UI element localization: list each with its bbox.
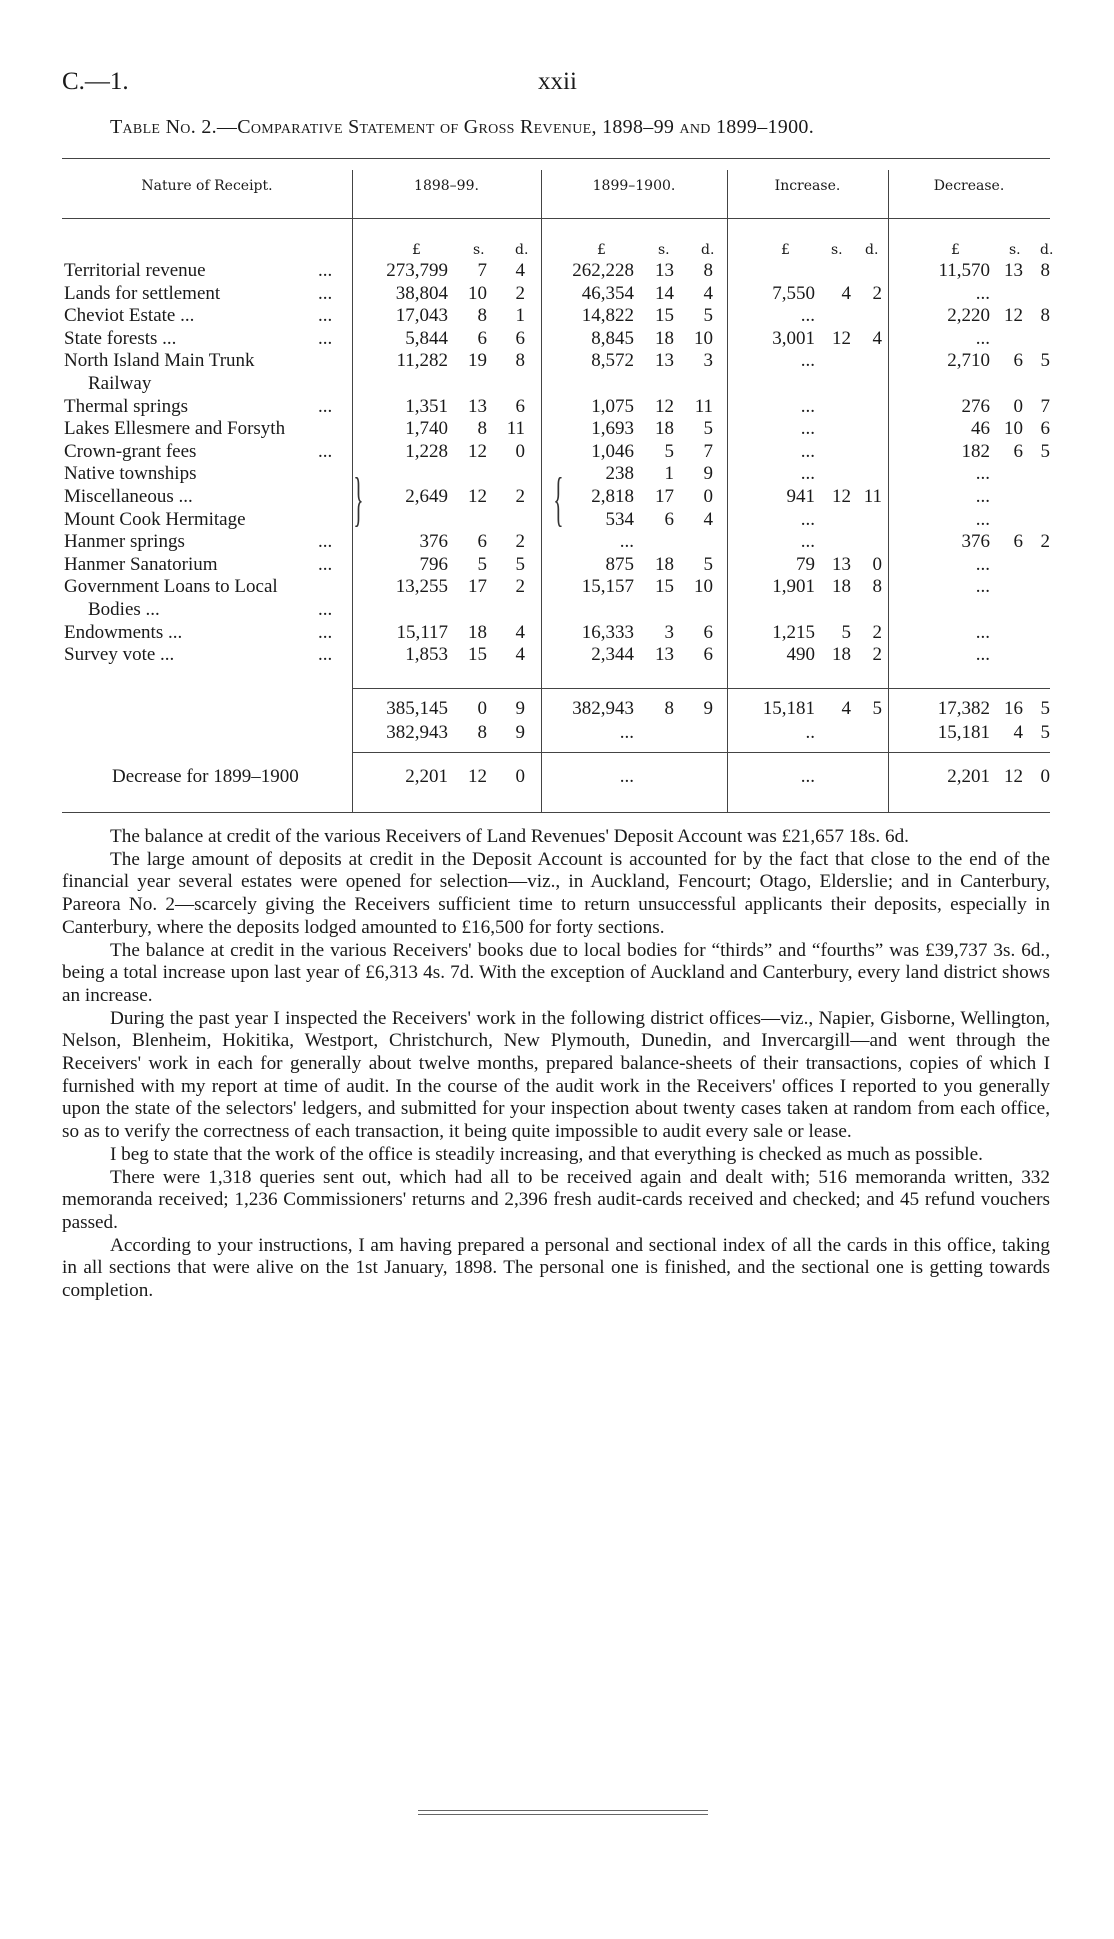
cell-increase-pence: 2 [872,622,882,643]
total-1898-shillings: 0 [477,698,487,719]
row-label: Endowments ... [64,622,183,643]
table-title: Table No. 2.—Comparative Statement of Gross Revenue, 1898–99 and 1899–1900. [110,116,814,138]
cell-decrease-pounds: ... [975,486,990,507]
cell-1898-shillings: 8 [477,305,487,326]
row-label: Crown-grant fees [64,441,197,462]
cell-1899-shillings: 3 [664,622,674,643]
cell-1899-pence: 6 [703,644,713,665]
row-label: Territorial revenue [64,260,206,281]
row-label: Bodies ... [88,599,160,620]
cell-1899-pence: 10 [694,576,713,597]
cell-1899-pounds: 1,693 [591,418,634,439]
cell-increase-pence: 0 [872,554,882,575]
cell-increase-pounds: ... [800,441,815,462]
row-label: Cheviot Estate ... [64,305,195,326]
cell-increase-pounds: 1,215 [772,622,815,643]
cell-1898-pounds: 13,255 [395,576,448,597]
row-label: State forests ... [64,328,177,349]
cell-increase-pounds: ... [800,350,815,371]
row-leader-dots: ... [318,305,333,326]
row-label: Hanmer Sanatorium [64,554,218,575]
paragraph: During the past year I inspected the Receivers' work in the following district offices—viz., Napier, Gisborne, Wellington, Nelson, Blenheim, Hokitika, Westport, Christchurch, New Plymouth, Dunedin, and Invercargill—and went through the Receivers' work in each for generally about twelve months, prepared balance-sheets of their transactions, copies of which I furnished with my report at time of audit. In the course of the audit work in the Receivers' offices I reported to you generally upon the state of the selectors' ledgers, and submitted for your inspection about twenty cases taken at random from each office, so as to verify the correctness of each transaction, it being quite impossible to audit every sale or lease. [62,1007,1050,1143]
decrease-decrease-pounds: 2,201 [947,766,990,787]
unit-pence: d. [515,242,529,258]
cell-1899-pounds: 1,075 [591,396,634,417]
row-leader-dots: ... [318,328,333,349]
cell-decrease-pounds: ... [975,328,990,349]
cell-decrease-pounds: 11,570 [938,260,990,281]
cell-decrease-shillings: 6 [1013,531,1023,552]
cell-decrease-pounds: 182 [961,441,990,462]
total-decrease-shillings: 16 [1004,698,1023,719]
cell-1899-pence: 10 [694,328,713,349]
cell-1898-pounds: 1,351 [405,396,448,417]
decrease-1898-pence: 0 [515,766,525,787]
unit-pence: d. [701,242,715,258]
unit-pound: £ [597,242,606,258]
cell-decrease-pounds: ... [975,554,990,575]
cell-1899-shillings: 15 [655,305,674,326]
cell-1898-pence: 11 [506,418,525,439]
paragraph: There were 1,318 queries sent out, which had all to be received again and dealt with; 516 memoranda written, 332 memoranda received; 1,236 Commissioners' returns and 2,396 fresh audit-cards received and checked; and 45 refund vouchers passed. [62,1166,1050,1233]
cell-1898-pounds: 1,228 [405,441,448,462]
cell-increase-pounds: 7,550 [772,283,815,304]
cell-1899-pounds: 534 [605,509,634,530]
end-rule [418,1810,708,1811]
cell-1898-pence: 6 [515,328,525,349]
cell-increase-shillings: 18 [832,644,851,665]
cell-1899-shillings: 13 [655,644,674,665]
total-decrease-pence: 5 [1040,722,1050,743]
cell-decrease-pounds: ... [975,576,990,597]
decrease-1898-pounds: 2,201 [405,766,448,787]
cell-increase-shillings: 5 [841,622,851,643]
cell-decrease-shillings: 6 [1013,350,1023,371]
cell-1898-pounds: 15,117 [396,622,448,643]
unit-shilling: s. [473,242,485,258]
cell-1899-pence: 4 [703,509,713,530]
cell-decrease-pence: 5 [1040,350,1050,371]
cell-1898-shillings: 13 [468,396,487,417]
cell-1899-pounds: 875 [605,554,634,575]
cell-increase-pence: 2 [872,283,882,304]
cell-1899-pounds: 238 [605,463,634,484]
cell-1899-pounds: 16,333 [581,622,634,643]
row-leader-dots: ... [318,260,333,281]
cell-1898-pence: 4 [515,260,525,281]
row-leader-dots: ... [318,644,333,665]
cell-1899-shillings: 17 [655,486,674,507]
end-rule [418,1814,708,1815]
cell-1898-shillings: 12 [468,441,487,462]
cell-1898-shillings: 6 [477,531,487,552]
cell-1899-pence: 11 [694,396,713,417]
cell-1898-pence: 2 [515,531,525,552]
row-leader-dots: ... [318,283,333,304]
header-1899-1900: 1899–1900. [592,178,676,194]
cell-1899-pence: 3 [703,350,713,371]
total-decrease-pounds: 17,382 [937,698,990,719]
brace-right: } [353,466,364,532]
row-leader-dots: ... [318,622,333,643]
cell-1899-pence: 0 [703,486,713,507]
unit-pence: d. [1040,242,1054,258]
total-increase-shillings: 4 [841,698,851,719]
cell-1899-pounds: 2,344 [591,644,634,665]
row-leader-dots: ... [318,441,333,462]
cell-1898-pounds: 1,853 [405,644,448,665]
row-label: Lakes Ellesmere and Forsyth [64,418,286,439]
cell-1898-pounds: 1,740 [405,418,448,439]
cell-decrease-pence: 6 [1040,418,1050,439]
cell-decrease-pounds: 2,220 [947,305,990,326]
unit-shilling: s. [831,242,843,258]
cell-1898-pounds: 11,282 [396,350,448,371]
cell-decrease-pounds: 46 [971,418,990,439]
cell-increase-shillings: 12 [832,486,851,507]
total-1899-pounds: 382,943 [572,698,634,719]
cell-1899-shillings: 13 [655,350,674,371]
row-leader-dots: ... [318,396,333,417]
cell-1899-shillings: 1 [664,463,674,484]
cell-1898-shillings: 8 [477,418,487,439]
cell-increase-pounds: ... [800,418,815,439]
cell-1898-pence: 5 [515,554,525,575]
cell-decrease-pounds: ... [975,509,990,530]
unit-pence: d. [865,242,879,258]
paragraph: The balance at credit of the various Receivers of Land Revenues' Deposit Account was £21,657 18s. 6d. [110,826,909,847]
total-1899-shillings: 8 [664,698,674,719]
cell-decrease-pounds: 2,710 [947,350,990,371]
cell-1899-shillings: 12 [655,396,674,417]
cell-1899-shillings: 18 [655,554,674,575]
cell-1898-pence: 2 [515,283,525,304]
total-1898-pence: 9 [515,698,525,719]
cell-1898-pounds: 5,844 [405,328,448,349]
row-label: Miscellaneous ... [64,486,193,507]
cell-1899-pence: 8 [703,260,713,281]
total-decrease-shillings: 4 [1013,722,1023,743]
cell-increase-pence: 11 [863,486,882,507]
cell-1899-shillings: 18 [655,328,674,349]
total-increase-pounds: .. [805,722,815,743]
cell-1898-shillings: 6 [477,328,487,349]
total-increase-pounds: 15,181 [762,698,815,719]
cell-increase-pounds: 941 [786,486,815,507]
totals-rule [352,688,1050,689]
row-label: Native townships [64,463,197,484]
cell-1899-pounds: ... [619,531,634,552]
paragraph: The balance at credit in the various Receivers' books due to local bodies for “thirds” and “fourths” was £39,737 3s. 6d., being a total increase upon last year of £6,313 4s. 7d. With the exception of Auckland and Canterbury, every land district shows an increase. [62,939,1050,1006]
cell-1899-pounds: 1,046 [591,441,634,462]
cell-decrease-shillings: 0 [1013,396,1023,417]
total-increase-pence: 5 [872,698,882,719]
decrease-1899-pounds: ... [619,766,634,787]
cell-increase-shillings: 4 [841,283,851,304]
row-leader-dots: ... [318,531,333,552]
cell-decrease-pounds: ... [975,283,990,304]
cell-increase-pounds: ... [800,509,815,530]
cell-1898-pounds: 796 [419,554,448,575]
cell-1899-shillings: 15 [655,576,674,597]
decrease-decrease-pence: 0 [1040,766,1050,787]
cell-increase-pounds: ... [800,531,815,552]
cell-1899-pounds: 262,228 [572,260,634,281]
cell-decrease-pence: 8 [1040,305,1050,326]
unit-pound: £ [412,242,421,258]
cell-1899-pounds: 2,818 [591,486,634,507]
report-body [62,826,1050,1303]
cell-1899-pence: 9 [703,463,713,484]
table-bottom-rule [62,812,1050,813]
cell-1899-pence: 7 [703,441,713,462]
total-decrease-pounds: 15,181 [937,722,990,743]
cell-decrease-pence: 5 [1040,441,1050,462]
cell-1899-pounds: 14,822 [581,305,634,326]
row-leader-dots: ... [318,554,333,575]
cell-increase-shillings: 12 [832,328,851,349]
cell-increase-pounds: 79 [796,554,815,575]
cell-increase-pence: 4 [872,328,882,349]
row-label: Government Loans to Local [64,576,278,597]
cell-1899-pence: 5 [703,305,713,326]
total-1898-shillings: 8 [477,722,487,743]
total-1899-pounds: ... [619,722,634,743]
cell-increase-pounds: ... [800,463,815,484]
cell-decrease-pounds: ... [975,622,990,643]
unit-shilling: s. [1009,242,1021,258]
cell-1899-shillings: 13 [655,260,674,281]
cell-1898-pence: 4 [515,622,525,643]
unit-pound: £ [951,242,960,258]
cell-1898-pounds: 273,799 [386,260,448,281]
total-1898-pounds: 385,145 [386,698,448,719]
decrease-decrease-shillings: 12 [1004,766,1023,787]
cell-decrease-shillings: 10 [1004,418,1023,439]
header-increase: Increase. [774,178,841,194]
unit-pound: £ [781,242,790,258]
cell-1898-pence: 4 [515,644,525,665]
cell-decrease-shillings: 6 [1013,441,1023,462]
cell-1899-pounds: 46,354 [581,283,634,304]
cell-decrease-pounds: ... [975,463,990,484]
cell-1898-pence: 2 [515,486,525,507]
cell-1898-shillings: 17 [468,576,487,597]
cell-1898-pence: 6 [515,396,525,417]
page-number: xxii [538,68,577,95]
brace-left: { [553,466,564,532]
unit-shilling: s. [658,242,670,258]
cell-1898-shillings: 12 [468,486,487,507]
cell-increase-pence: 2 [872,644,882,665]
cell-1898-shillings: 10 [468,283,487,304]
cell-decrease-pounds: 276 [961,396,990,417]
paragraph: I beg to state that the work of the office is steadily increasing, and that everything is checked as much as possible. [110,1143,983,1165]
cell-1898-pounds: 376 [419,531,448,552]
totals-bottom-rule [352,752,1050,753]
cell-increase-shillings: 13 [832,554,851,575]
cell-increase-pounds: ... [800,305,815,326]
row-label: Lands for settlement [64,283,221,304]
cell-1899-pence: 5 [703,418,713,439]
table-top-rule [62,158,1050,159]
cell-decrease-shillings: 12 [1004,305,1023,326]
cell-decrease-pence: 7 [1040,396,1050,417]
cell-increase-pounds: 490 [786,644,815,665]
cell-increase-pence: 8 [872,576,882,597]
cell-1898-pence: 0 [515,441,525,462]
cell-decrease-pounds: ... [975,644,990,665]
total-1899-pence: 9 [703,698,713,719]
cell-1898-shillings: 19 [468,350,487,371]
page-reference: C.—1. [62,68,129,95]
cell-1899-pounds: 8,572 [591,350,634,371]
cell-1898-shillings: 15 [468,644,487,665]
total-1898-pence: 9 [515,722,525,743]
cell-1898-pence: 2 [515,576,525,597]
row-label: Survey vote ... [64,644,175,665]
header-bottom-rule [62,218,1050,219]
cell-1899-pence: 4 [703,283,713,304]
cell-1898-pounds: 38,804 [395,283,448,304]
row-label: Railway [88,373,152,394]
cell-1899-shillings: 18 [655,418,674,439]
cell-increase-shillings: 18 [832,576,851,597]
row-label: Hanmer springs [64,531,185,552]
cell-increase-pounds: 1,901 [772,576,815,597]
cell-1899-pounds: 15,157 [581,576,634,597]
paragraph: According to your instructions, I am having prepared a personal and sectional index of all the cards in this office, taking in all sections that were alive on the 1st January, 1898. The personal one is finished, and the sectional one is getting towards completion. [62,1234,1050,1302]
cell-decrease-pounds: 376 [961,531,990,552]
cell-decrease-shillings: 13 [1004,260,1023,281]
cell-decrease-pence: 8 [1040,260,1050,281]
row-label: Thermal springs [64,396,189,417]
row-leader-dots: ... [318,599,333,620]
cell-increase-pounds: 3,001 [772,328,815,349]
header-nature-of-receipt: Nature of Receipt. [141,178,273,194]
paragraph: The large amount of deposits at credit in the Deposit Account is accounted for by the fact that close to the end of the financial year several estates were opened for selection—viz., in Auckland, Fencourt; Otago, Elderslie; and in Canterbury, Pareora No. 2—scarcely giving the Receivers sufficient time to return unsuccessful applicants their deposits, especially in Canterbury, where the deposits lodged amounted to £16,500 for forty sections. [62,848,1050,938]
cell-1898-shillings: 5 [477,554,487,575]
decrease-increase-pounds: ... [800,766,815,787]
cell-1898-shillings: 18 [468,622,487,643]
header-decrease: Decrease. [933,178,1005,194]
row-label: Mount Cook Hermitage [64,509,246,530]
cell-1898-pounds: 2,649 [405,486,448,507]
cell-increase-pounds: ... [800,396,815,417]
cell-1899-pence: 5 [703,554,713,575]
cell-1899-shillings: 14 [655,283,674,304]
cell-1898-pounds: 17,043 [395,305,448,326]
cell-1899-shillings: 5 [664,441,674,462]
cell-1898-shillings: 7 [477,260,487,281]
cell-decrease-pence: 2 [1040,531,1050,552]
row-label: North Island Main Trunk [64,350,255,371]
cell-1899-pence: 6 [703,622,713,643]
total-1898-pounds: 382,943 [386,722,448,743]
decrease-1898-shillings: 12 [468,766,487,787]
cell-1899-pounds: 8,845 [591,328,634,349]
cell-1899-shillings: 6 [664,509,674,530]
decrease-label: Decrease for 1899–1900 [112,766,299,787]
cell-1898-pence: 8 [515,350,525,371]
cell-1898-pence: 1 [515,305,525,326]
total-decrease-pence: 5 [1040,698,1050,719]
header-1898-99: 1898–99. [414,178,479,194]
